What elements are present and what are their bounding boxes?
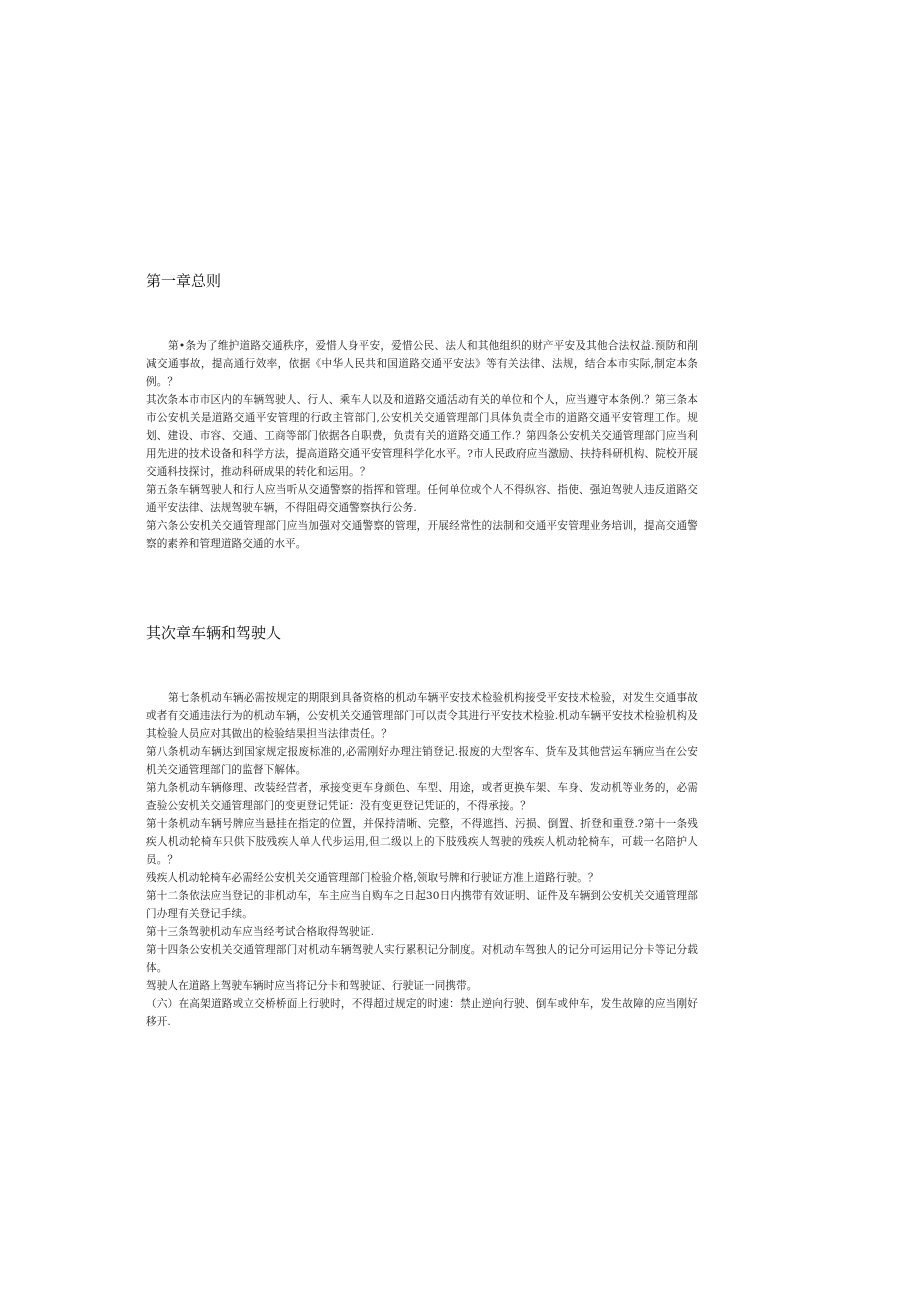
article-6-paragraph: 第六条公安机关交通管理部门应当加强对交通警察的管理，开展经常性的法制和交通平安管理业务培训，提高交通警察的素养和管理道路交通的水平。: [146, 520, 698, 550]
chapter-2-title: 其次章车辆和驾驶人: [146, 624, 282, 642]
item-6-paragraph: （六）在高架道路或立交桥桥面上行驶时，不得超过规定的时速：禁止逆向行驶、倒车或仲车，发生故障的应当刚好移开.: [146, 998, 698, 1028]
article-13-paragraph: 第十三条驾驶机动车应当经考试合格取得驾驶证.: [146, 926, 375, 938]
article-2-4-paragraph: 其次条本市市区内的车辆驾驶人、行人、乘车人以及和道路交通活动有关的单位和个人，应当遵守本条例.？第三条本市公安机关是道路交通平安管理的行政主管部门,公安机关交通管理部门具体负责全市的道路交通平安管理工作。规划、建设、市容、交通、工商等部门依据各自职费，负责有关的道路交通工作.？第四条公安机关交通管理部门应当利用先进的技术设备和科学方法，提高道路交通平安管理科学化水平。?市人民政府应当激励、扶持科研机构、院校开展交通科技探讨，推动科研成果的转化和运用。？: [146, 394, 698, 478]
article-14-paragraph: 第十四条公安机关交通管理部门对机动车辆驾驶人实行累积记分制度。对机动车驾独人的记分可运用记分卡等记分载体。: [146, 944, 698, 974]
chapter-2-body: [146, 689, 698, 1031]
chapter-1-title: 第一章总则: [146, 272, 222, 290]
article-9-paragraph: 第九条机动车辆修理、改装经营者，承接变更车身颜色、车型、用途，或者更换车架、车身、发动机等业务的，必需查验公安机关交通管理部门的变更登记凭证：没有变更登记凭证的，不得承接。？: [146, 782, 698, 812]
scorecard-carry-paragraph: 驾驶人在道路上驾驶车辆时应当将记分卡和驾驶证、行驶证一同携带。: [146, 980, 478, 992]
article-7-paragraph: 第七条机动车辆必需按规定的期限到具备资格的机动车辆平安技术检验机构接受平安技术检验，对发生交通事故或者有交通违法行为的机动车辆，公安机关交通管理部门可以责令其进行平安技术检验.机动车辆平安技术检验机构及其检验人员应对其做出的检验结果担当法律责任。？: [146, 692, 698, 740]
article-12-paragraph: 第十二条依法应当登记的非机动车，车主应当自购车之日起30日内携带有效证明、证件及车辆到公安机关交通管理部门办理有关登记手续。: [146, 890, 698, 920]
wheelchair-registration-paragraph: 残疾人机动轮椅车必需经公安机关交通管理部门检验介格,领取号牌和行驶证方准上道路行驶。？: [146, 872, 599, 884]
article-5-paragraph: 第五条车辆驾驶人和行人应当听从交通警察的指挥和管理。任何单位或个人不得纵容、指使、强迫驾驶人违反道路交通平安法律、法规驾驶车辆，不得阻碍交通警察执行公务.: [146, 484, 698, 514]
article-1-paragraph: 第•条为了维护道路交通秩序，爱惜人身平安，爱惜公民、法人和其他组织的财产平安及其他合法权益.预防和削减交通事故，提高通行效率，依据《中华人民共和国道路交通平安法》等有关法律、法规，结合本市实际,制定本条例。？: [146, 340, 698, 388]
chapter-1-body: [146, 337, 698, 553]
article-8-paragraph: 第八条机动车辆达到国家规定报废标准的,必需刚好办理注销登记.报废的大型客车、货车及其他营运车辆应当在公安机关交通管理部门的监督下解体。: [146, 746, 698, 776]
article-10-11-paragraph: 第十条机动车辆号牌应当悬挂在指定的位置，并保持清晰、完整，不得遮挡、污损、倒置、折登和重登.?第十一条残疾人机动轮椅车只供下肢残疾人单人代步运用,但二级以上的下肢残疾人驾驶的残疾人机动轮椅车，可载一名陪护人员。？: [146, 818, 698, 866]
